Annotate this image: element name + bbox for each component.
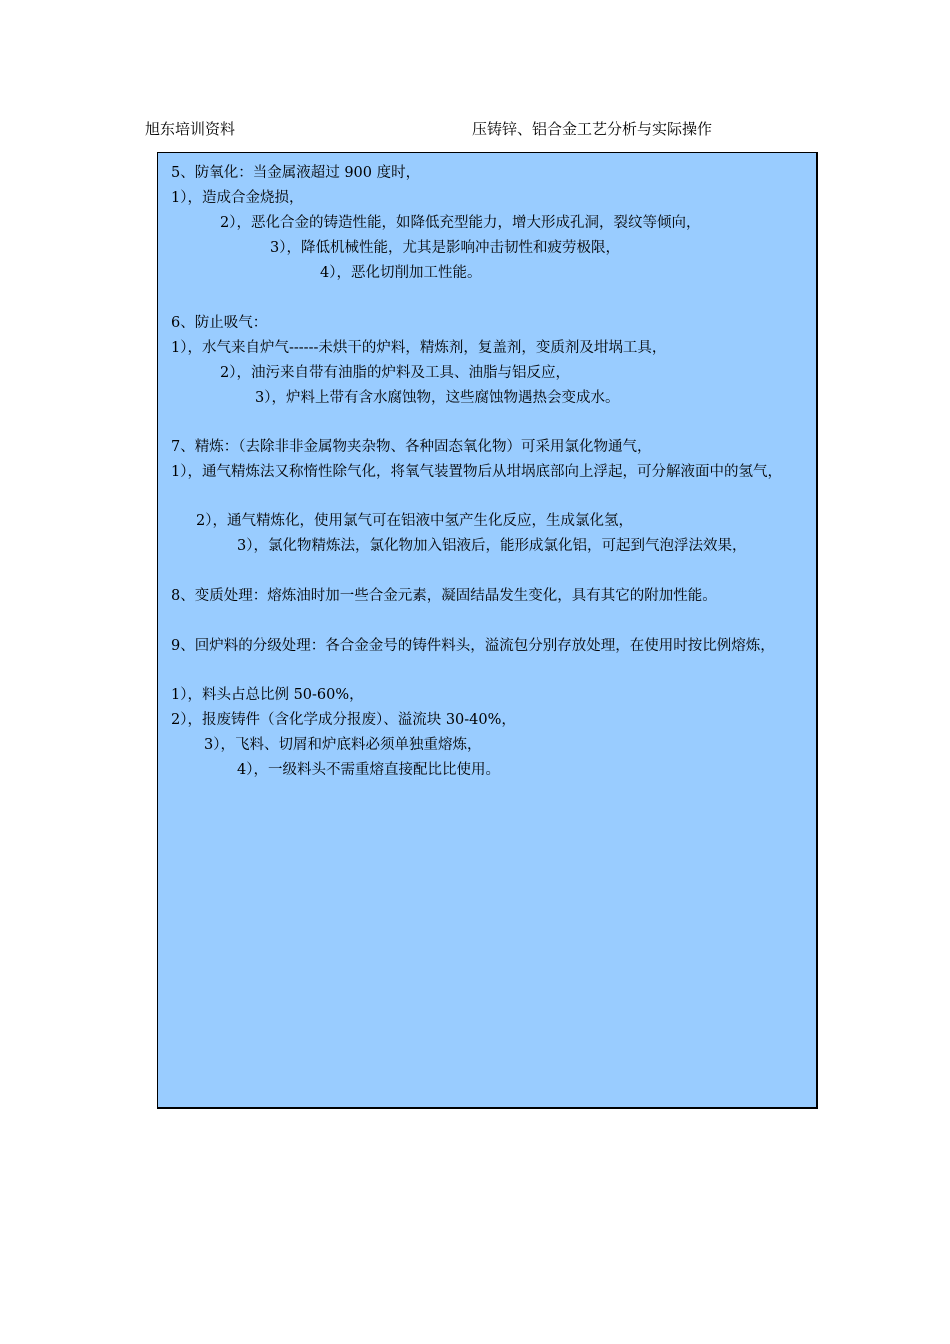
- header-right-title: 压铸锌、铝合金工艺分析与实际操作: [472, 120, 713, 138]
- header-left-title: 旭东培训资料: [145, 120, 236, 138]
- section-8-title: 8、变质处理：熔炼油时加一些合金元素，凝固结晶发生变化，具有其它的附加性能。: [171, 588, 717, 604]
- section-5-item-3: 3），降低机械性能，尤其是影响冲击韧性和疲劳极限，: [270, 240, 620, 256]
- section-9-item-1: 1），料头占总比例 50-60%，: [171, 687, 364, 703]
- section-9-item-2: 2），报废铸件（含化学成分报废）、溢流块 30-40%，: [171, 712, 516, 728]
- section-9-item-3: 3），飞料、切屑和炉底料必须单独重熔炼，: [204, 737, 482, 753]
- section-5-title: 5、防氧化：当金属液超过 900 度时，: [171, 165, 421, 181]
- section-5-item-1: 1），造成合金烧损，: [171, 190, 304, 206]
- content-box: [157, 152, 818, 1109]
- section-5-item-4: 4），恶化切削加工性能。: [320, 265, 482, 281]
- section-7-item-1: 1），通气精炼法又称惰性除气化，将氧气装置物后从坩埚底部向上浮起，可分解液面中的氢气，: [171, 464, 782, 480]
- section-6-item-2: 2），油污来自带有油脂的炉料及工具、油脂与铝反应，: [220, 365, 570, 381]
- section-6-title: 6、防止吸气：: [171, 315, 268, 331]
- section-6-item-3: 3），炉料上带有含水腐蚀物，这些腐蚀物遇热会变成水。: [255, 390, 620, 406]
- section-6-item-1: 1），水气来自炉气------未烘干的炉料，精炼剂，复盖剂，变质剂及坩埚工具，: [171, 340, 667, 356]
- section-9-item-4: 4），一级料头不需重熔直接配比比使用。: [237, 762, 500, 778]
- section-7-item-2: 2），通气精炼化，使用氯气可在铝液中氢产生化反应，生成氯化氢，: [196, 513, 633, 529]
- section-9-title: 9、回炉料的分级处理：各合金金号的铸件料头，溢流包分别存放处理，在使用时按比例熔炼，: [171, 638, 775, 654]
- section-7-title: 7、精炼：（去除非非金属物夹杂物、各种固态氧化物）可采用氯化物通气，: [171, 439, 652, 455]
- section-7-item-3: 3），氯化物精炼法，氯化物加入铝液后，能形成氯化铝，可起到气泡浮法效果，: [237, 538, 747, 554]
- section-5-item-2: 2），恶化合金的铸造性能，如降低充型能力，增大形成孔洞，裂纹等倾向，: [220, 215, 701, 231]
